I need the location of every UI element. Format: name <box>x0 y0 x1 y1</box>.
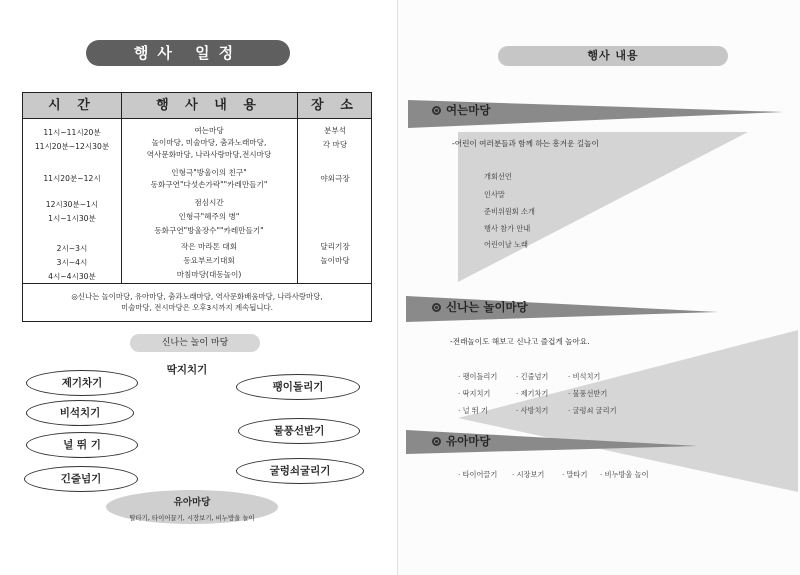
circle-bullet-icon <box>432 106 441 115</box>
place-cell: 각 마당 <box>322 140 348 149</box>
game-bubble <box>26 400 134 426</box>
time-cell: 1시~1시30분 <box>48 214 96 223</box>
list-item: · 물풍선받기 <box>568 389 608 398</box>
game-bubble <box>24 466 138 492</box>
list-item: 어린이날 노래 <box>484 240 528 249</box>
list-item: 개회선언 <box>484 172 512 181</box>
event-cell: 점심시간 <box>194 198 224 207</box>
list-item: · 비석치기 <box>568 372 601 381</box>
time-cell: 2시~3시 <box>56 244 88 253</box>
game-label: 팽이돌리기 <box>272 381 324 393</box>
list-item: · 팽이돌리기 <box>458 372 498 381</box>
event-cell: 동화구연"다섯손가락""카레만들기" <box>150 180 268 189</box>
game-bubble <box>26 432 138 458</box>
game-label: 비석치기 <box>59 407 101 419</box>
list-item: · 널 뛰 기 <box>458 406 488 415</box>
game-bubble <box>26 370 138 396</box>
note-line: ◎신나는 놀이마당, 유아마당, 춤과노래마당, 역사문화배움마당, 나라사랑마당, <box>71 292 323 301</box>
event-cell: 작은 마라톤 대회 <box>180 242 238 251</box>
circle-bullet-icon <box>432 303 441 312</box>
time-cell: 3시~4시 <box>56 258 88 267</box>
list-item: 준비위원회 소개 <box>484 207 535 216</box>
background-wedges <box>398 0 800 575</box>
game-label: 굴렁쇠굴리기 <box>269 465 331 477</box>
list-item: · 비누방울 놀이 <box>600 470 649 479</box>
baby-title: 유아마당 <box>173 497 211 508</box>
list-item: · 제기차기 <box>516 389 549 398</box>
event-cell: 인형극"방울이의 친구" <box>171 168 247 177</box>
list-item: · 말타기 <box>562 470 588 479</box>
header-place: 장 소 <box>311 98 359 113</box>
event-cell: 동요부르기대회 <box>183 256 235 265</box>
game-bubble <box>152 360 222 382</box>
circle-bullet-icon <box>432 437 441 446</box>
section-desc: -전래놀이도 해보고 신나고 즐겁게 놀아요. <box>450 337 590 346</box>
event-cell: 인형극"혜주의 병" <box>178 212 240 221</box>
section-heading <box>432 433 490 449</box>
place-cell: 달리기장 <box>320 242 350 251</box>
list-item: · 타이어끌기 <box>458 470 498 479</box>
list-item: 인사말 <box>484 190 505 199</box>
event-cell: 여는마당 <box>194 126 224 135</box>
list-item: 행사 참가 안내 <box>484 224 531 233</box>
baby-section <box>106 490 278 524</box>
section-heading-text: 유아마당 <box>446 434 491 448</box>
event-cell: 역사문화마당, 나라사랑마당,전시마당 <box>146 150 272 159</box>
page-title: 행사 일정 <box>86 40 290 66</box>
table-header <box>23 93 371 119</box>
time-cell: 4시~4시30분 <box>48 272 96 281</box>
section-heading-text: 여는마당 <box>446 103 491 117</box>
left-page <box>0 0 398 575</box>
game-label: 물풍선받기 <box>273 425 325 437</box>
time-cell: 11시20분~12시 <box>43 174 101 183</box>
schedule-note <box>27 291 367 313</box>
header-time: 시 간 <box>48 98 96 113</box>
event-cell: 동화구연"방울장수""카레만들기" <box>154 226 264 235</box>
section-desc: -어린이 여러분들과 함께 하는 흥겨운 길놀이 <box>452 139 599 148</box>
section-heading <box>432 299 528 315</box>
time-cell: 12시30분~1시 <box>45 200 99 209</box>
play-section-title: 신나는 놀이 마당 <box>130 334 260 352</box>
place-cell: 분부석 <box>323 126 346 135</box>
right-page <box>398 0 800 575</box>
game-label: 제기차기 <box>61 377 103 389</box>
place-cell: 놀이마당 <box>320 256 350 265</box>
content-title: 행사 내용 <box>498 46 728 66</box>
game-bubble <box>236 374 360 400</box>
time-cell: 11시~11시20분 <box>43 128 101 137</box>
list-item: · 딱지치기 <box>458 389 491 398</box>
baby-items: 딸타기, 타이어끌기, 시장보기, 비누방울 놀이 <box>129 514 255 522</box>
list-item: · 긴줄넘기 <box>516 372 549 381</box>
note-line: 미술마당, 전시마당은 오후3시까지 계속됩니다. <box>120 303 274 312</box>
header-event: 행 사 내 용 <box>156 98 262 113</box>
game-bubble <box>238 418 360 444</box>
section-heading <box>432 102 490 118</box>
schedule-table <box>22 92 372 322</box>
game-label: 딱지치기 <box>166 364 208 376</box>
list-item: · 시장보기 <box>512 470 545 479</box>
section-heading-text: 신나는 놀이마당 <box>446 300 528 314</box>
list-item: · 굴렁쇠 굴리기 <box>568 406 617 415</box>
list-item: · 사방치기 <box>516 406 549 415</box>
wedge-play <box>458 330 798 492</box>
game-label: 널 뛰 기 <box>63 439 101 451</box>
game-bubble <box>236 458 364 484</box>
event-cell: 놀이마당, 미술마당, 춤과노래마당, <box>151 138 267 147</box>
place-cell: 야외극장 <box>320 174 350 183</box>
time-cell: 11시20분~12시30분 <box>34 142 110 151</box>
row-divider <box>23 283 371 284</box>
game-label: 긴줄넘기 <box>60 473 102 485</box>
event-cell: 마침마당(대동놀이) <box>176 270 242 279</box>
